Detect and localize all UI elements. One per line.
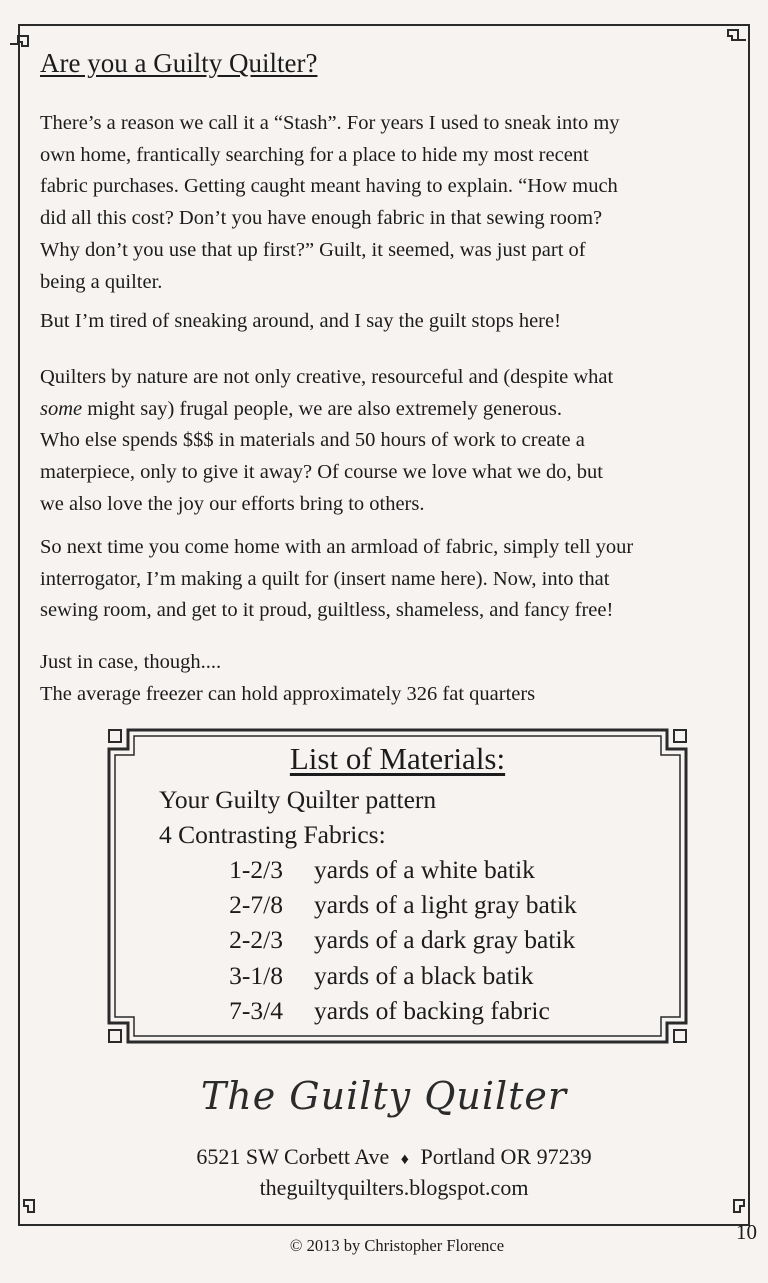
copyright-notice: © 2013 by Christopher Florence [289, 1236, 505, 1255]
text-line: The average freezer can hold approximately 326 fat quarters [40, 682, 536, 705]
text-line: Who else spends $$$ in materials and 50 hours of work to create a [40, 429, 585, 452]
material-qty: 2-7/8 [229, 890, 283, 919]
text-line: did all this cost? Don’t you have enough fabric in that sewing room? [40, 207, 603, 230]
diamond-separator-icon: ♦ [400, 1151, 409, 1168]
materials-intro-line: 4 Contrasting Fabrics: [159, 820, 386, 849]
address-line [0, 1144, 768, 1170]
materials-box [106, 727, 689, 1045]
corner-ornament-top-left [8, 34, 30, 56]
text-line: sewing room, and get to it proud, guiltless, shameless, and fancy free! [40, 599, 614, 622]
page-title: Are you a Guilty Quilter? [40, 48, 318, 78]
material-qty: 7-3/4 [229, 996, 283, 1025]
generous-paragraph [40, 362, 740, 521]
text-line: Why don’t you use that up first?” Guilt, it seemed, was just part of [40, 238, 586, 261]
material-qty: 3-1/8 [229, 961, 283, 990]
text-line: fabric purchases. Getting caught meant having to explain. “How much [40, 175, 618, 198]
material-desc: yards of a light gray batik [314, 890, 577, 919]
city-address: Portland OR 97239 [420, 1144, 592, 1169]
text-line: own home, frantically searching for a place to hide my most recent [40, 143, 589, 166]
materials-intro-line: Your Guilty Quilter pattern [159, 785, 437, 814]
guilt-stops-paragraph [40, 306, 740, 338]
material-qty: 1-2/3 [229, 855, 283, 884]
text-line-rest: might say) frugal people, we are also extremely generous. [87, 397, 563, 420]
guilty-quilter-logo: The Guilty Quilter [200, 1074, 568, 1118]
text-line: interrogator, I’m making a quilt for (insert name here). Now, into that [40, 567, 610, 590]
material-desc: yards of backing fabric [314, 996, 550, 1025]
material-qty: 2-2/3 [229, 925, 283, 954]
italic-word: some [40, 397, 83, 420]
text-line: But I’m tired of sneaking around, and I say the guilt stops here! [40, 310, 561, 332]
corner-ornament-top-right [726, 28, 748, 50]
text-line: materpiece, only to give it away? Of course we love what we do, but [40, 461, 603, 484]
material-desc: yards of a dark gray batik [314, 925, 576, 954]
page-number: 10 [736, 1220, 757, 1244]
freezer-paragraph [40, 647, 740, 710]
materials-title: List of Materials: [289, 741, 506, 776]
text-line [40, 394, 740, 426]
next-time-paragraph [40, 532, 740, 627]
material-desc: yards of a black batik [314, 961, 534, 990]
text-line: we also love the joy our efforts bring to others. [40, 492, 425, 515]
material-desc: yards of a white batik [314, 855, 535, 884]
intro-paragraph [40, 108, 740, 298]
street-address: 6521 SW Corbett Ave [196, 1144, 390, 1169]
blog-url: theguiltyquilters.blogspot.com [259, 1175, 529, 1200]
text-line: Just in case, though.... [40, 651, 222, 673]
text-line: Quilters by nature are not only creative, resourceful and (despite what [40, 366, 614, 388]
text-line: being a quilter. [40, 270, 163, 293]
text-line: So next time you come home with an armload of fabric, simply tell your [40, 536, 634, 558]
text-line: There’s a reason we call it a “Stash”. For years I used to sneak into my [40, 112, 620, 134]
